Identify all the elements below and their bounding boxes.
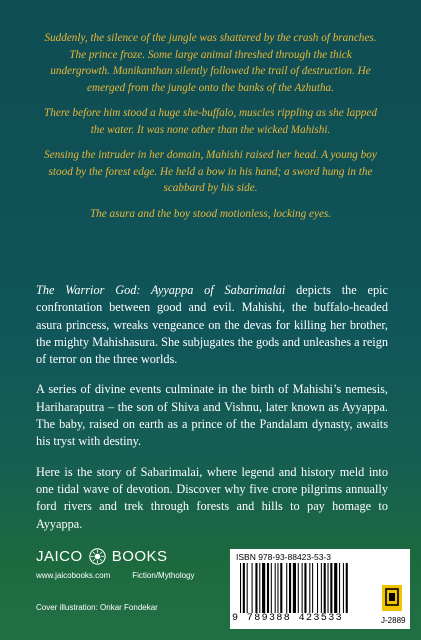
excerpt-paragraph-2: There before him stood a huge she-buffalo, muscles rippling as she lapped the water. It was none other than the wicked Mahishi. — [44, 107, 377, 136]
price-mark-icon — [382, 585, 402, 611]
barcode-bar — [330, 563, 332, 613]
excerpt-paragraph-4: The asura and the boy stood motionless, locking eyes. — [89, 207, 332, 220]
publisher-block — [36, 546, 195, 580]
barcode-bar — [312, 563, 313, 613]
publisher-name-right: BOOKS — [111, 547, 168, 565]
publisher-name-left: JAICO — [36, 547, 83, 565]
blurb-paragraph-3: Here is the story of Sabarimalai, where legend and history meld into one tidal wave of devotion. Discover why five crore pilgrims annually ford rivers and trek through forests and hills to pay homage to Ayyappa. — [36, 464, 388, 531]
barcode-bar — [309, 563, 310, 613]
barcode-bar — [277, 563, 278, 613]
barcode-bar — [321, 563, 322, 613]
barcode-panel — [230, 549, 410, 629]
excerpt-paragraph-1: Suddenly, the silence of the jungle was shattered by the crash of branches. The prince froze. Some large animal threshed through the thick undergrowth. Manikanthan silently followed the trail of destruction. He emerged from the jungle onto the banks of the Azhutha. — [44, 32, 377, 94]
barcode-icon — [240, 563, 378, 613]
barcode-bar — [334, 563, 337, 613]
barcode-bar — [280, 563, 282, 613]
publisher-info — [36, 571, 195, 580]
barcode-bar — [302, 563, 303, 613]
barcode-bar — [324, 563, 326, 613]
barcode-bar — [304, 563, 306, 613]
barcode-bar — [247, 563, 248, 613]
publisher-website: www.jaicobooks.com — [36, 571, 111, 580]
barcode-bar — [267, 563, 269, 613]
barcode-bar — [259, 563, 260, 613]
book-category: Fiction/Mythology — [132, 571, 195, 580]
barcode-bar — [346, 563, 348, 613]
excerpt — [40, 30, 381, 231]
barcode-digits: 9 789388 423533 — [232, 613, 344, 624]
barcode-bar — [271, 563, 272, 613]
barcode-bar — [317, 563, 318, 613]
barcode-bar — [289, 563, 291, 613]
excerpt-paragraph-3: Sensing the intruder in her domain, Mahishi raised her head. A young boy stood by the forest edge. He held a bow in his hand; a sword hung in the scabbard by his side. — [44, 149, 377, 194]
blurb-paragraph-1-text: depicts the epic confrontation between good and evil. Mahishi, the buffalo-headed asura princess, wreaks vengeance on the devas for killing her brother, the mighty Mahishasura. She subjugates the gods and unleashes a reign of terror on the three worlds. — [36, 283, 388, 367]
blurb-paragraph-1 — [36, 282, 388, 368]
barcode-bar — [243, 563, 245, 613]
isbn-label: ISBN 978-93-88423-53-3 — [236, 552, 331, 562]
barcode-bar — [293, 563, 296, 613]
book-code: J-2889 — [381, 616, 406, 625]
blurb — [36, 282, 388, 546]
book-title: The Warrior God: Ayyappa of Sabarimalai — [36, 283, 286, 297]
barcode-bar — [328, 563, 329, 613]
cover-credit: Cover illustration: Onkar Fondekar — [36, 603, 158, 612]
barcode-bar — [262, 563, 265, 613]
barcode-bar — [286, 563, 287, 613]
barcode-bar — [252, 563, 253, 613]
barcode-bar — [255, 563, 257, 613]
barcode-bar — [275, 563, 276, 613]
barcode-bar — [343, 563, 344, 613]
publisher-logo — [36, 546, 195, 566]
sun-emblem-icon — [89, 548, 106, 565]
barcode-bar — [339, 563, 340, 613]
blurb-paragraph-2: A series of divine events culminate in the birth of Mahishi’s nemesis, Hariharaputra – the son of Shiva and Vishnu, later known as Ayyappa. The baby, raised on earth as a prince of the Pandalam dynasty, awaits his tryst with destiny. — [36, 382, 388, 449]
barcode-bar — [240, 563, 241, 613]
barcode-bar — [298, 563, 299, 613]
